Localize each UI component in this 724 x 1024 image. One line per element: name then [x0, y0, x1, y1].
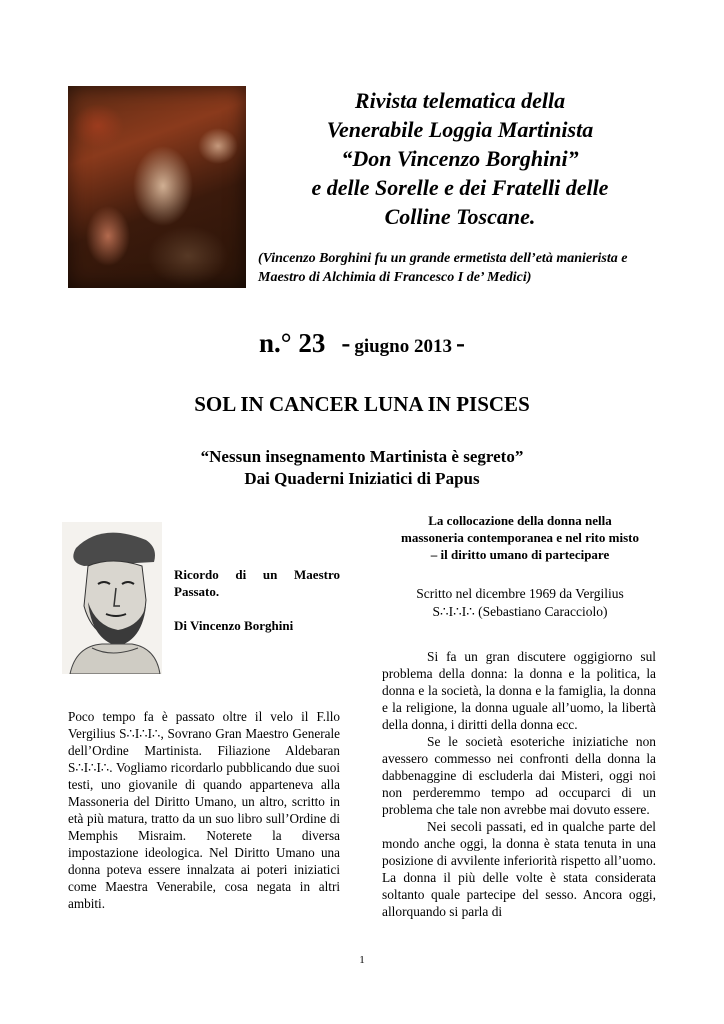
- issue-number: n.° 23: [259, 328, 326, 358]
- alchemy-painting: [68, 86, 246, 288]
- issue-dash-end: -: [456, 328, 465, 358]
- byline-line-2: S∴I∴I∴ (Sebastiano Caracciolo): [432, 604, 608, 619]
- title-line-1: Rivista telematica della: [354, 88, 566, 113]
- article-heading-line-3: – il diritto umano di partecipare: [430, 547, 610, 562]
- byline-line-1: Scritto nel dicembre 1969 da Vergilius: [416, 586, 624, 601]
- page-number: 1: [359, 954, 365, 966]
- title-line-5: Colline Toscane.: [384, 204, 536, 229]
- memo-author: Di Vincenzo Borghini: [174, 618, 294, 633]
- article-heading-line-2: massoneria contemporanea e nel rito misto: [401, 530, 639, 545]
- article-heading: [382, 512, 658, 563]
- title-line-3: “Don Vincenzo Borghini”: [341, 146, 579, 171]
- journal-title: [270, 86, 650, 231]
- title-line-2: Venerabile Loggia Martinista: [326, 117, 594, 142]
- article-paragraph: Se le società esoteriche iniziatiche non avessero commesso nei confronti della donna la dabbenaggine di escluderla dai Misteri, oggi noi non perderemmo tempo ad occuparci di un problema che tale non avrebbe mai dovuto essere.: [382, 734, 656, 817]
- issue-date: giugno 2013: [354, 336, 452, 357]
- quote-block: [0, 446, 724, 490]
- quote-line-1: “Nessun insegnamento Martinista è segreto”: [200, 447, 524, 466]
- article-paragraph: Si fa un gran discutere oggigiorno sul problema della donna: la donna e la politica, la donna e la società, la donna e la famiglia, la donna e la religione, la donna uguale all’uomo, la libertà della donna, i diritti della donna ecc.: [382, 649, 656, 732]
- issue-line: [0, 328, 724, 359]
- article-paragraph: Nei secoli passati, ed in qualche parte del mondo anche oggi, la donna è stata tenuta in una posizione di avvilente inferiorità rispetto all’uomo. La donna il più delle volte è stata considerata soltanto quale partecipe del sesso. Ancora oggi, allorquando si parla di: [382, 819, 656, 919]
- quote-line-2: Dai Quaderni Iniziatici di Papus: [244, 469, 480, 488]
- portrait-engraving: [62, 522, 162, 674]
- article-heading-line-1: La collocazione della donna nella: [428, 513, 612, 528]
- left-column-text: Poco tempo fa è passato oltre il velo il F.llo Vergilius S∴I∴I∴, Sovrano Gran Maestro Generale dell’Ordine Martinista. Filiazione Aldebaran S∴I∴I∴. Vogliamo ricordarlo pubblicando due suoi testi, uno giovanile di quando apparteneva alla Massoneria del Diritto Umano, un altro, scritto in età più matura, tratto da un suo libro sull’Ordine di Memphis Misraim. Noterete la diversa impostazione ideologica. Nel Diritto Umano una donna poteva essere innalzata ai poteri iniziatici come Maestra Venerabile, cosa negata in altri ambiti.: [68, 709, 340, 911]
- memo-block: [174, 566, 340, 634]
- article-body: [382, 648, 656, 920]
- section-title: SOL IN CANCER LUNA IN PISCES: [194, 392, 530, 416]
- issue-dash: -: [341, 328, 351, 358]
- title-line-4: e delle Sorelle e dei Fratelli delle: [311, 175, 609, 200]
- memo-title: Ricordo di un Maestro Passato.: [174, 567, 340, 599]
- article-byline: [382, 585, 658, 621]
- header-note: (Vincenzo Borghini fu un grande ermetista dell’età manierista e Maestro di Alchimia di Francesco I de’ Medici): [258, 251, 628, 285]
